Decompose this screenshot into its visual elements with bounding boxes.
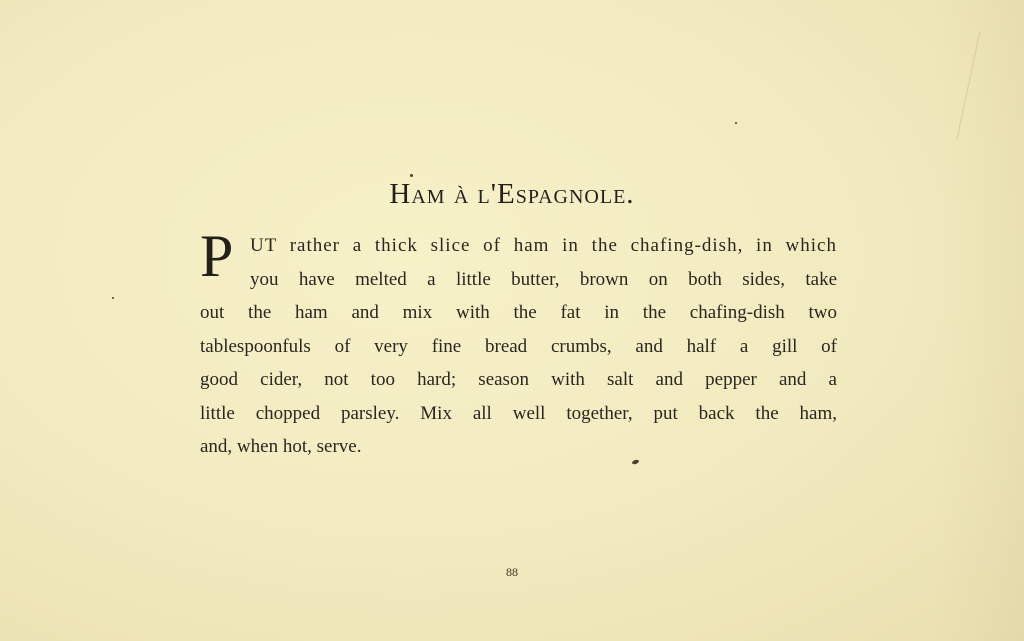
text-line: out the ham and mix with the fat in the chafing-dish two: [200, 302, 837, 323]
text-line: and, when hot, serve.: [200, 436, 362, 457]
text-line: good cider, not too hard; season with salt and pepper and a: [200, 369, 837, 390]
page-edge-shadow: [934, 0, 1024, 641]
ink-speck: [632, 459, 640, 465]
text-line: UT rather a thick slice of ham in the chafing-dish, in which: [250, 235, 837, 256]
text-line: little chopped parsley. Mix all well together, put back the ham,: [200, 402, 837, 424]
text-line: tablespoonfuls of very fine bread crumbs, and half a gill of: [200, 335, 837, 357]
ink-speck: [735, 122, 737, 124]
recipe-title: Ham à l'Espagnole.: [389, 178, 635, 210]
ink-speck: [410, 174, 413, 177]
drop-cap: P: [200, 223, 234, 289]
text-line: you have melted a little butter, brown on both sides, take: [250, 268, 837, 290]
page-number: 88: [506, 565, 518, 579]
ink-speck: [112, 297, 114, 299]
recipe-text: [200, 223, 837, 464]
